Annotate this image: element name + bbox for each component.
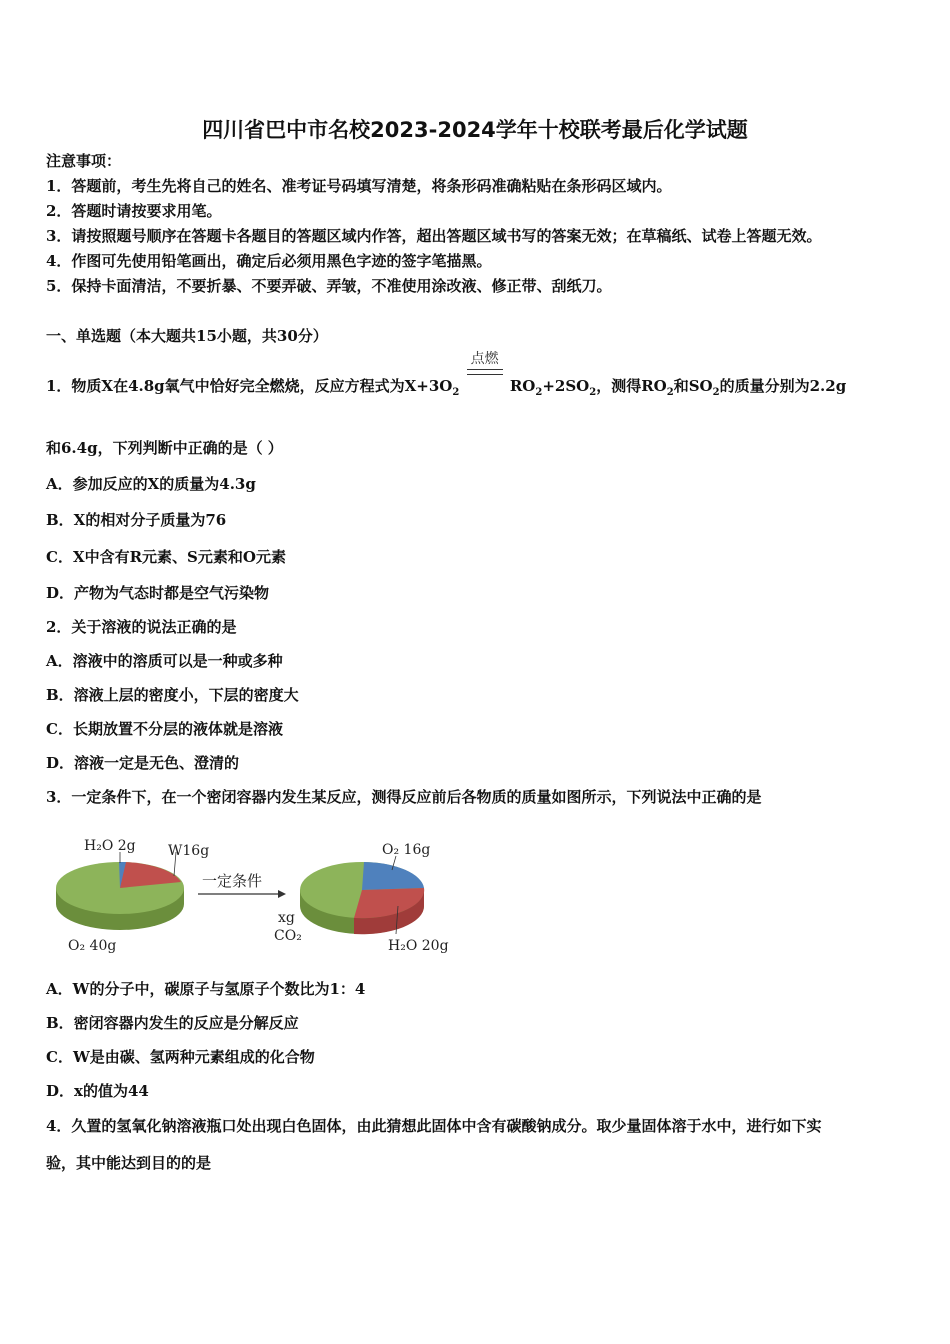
label-after-o2: O₂ 16g <box>382 842 431 858</box>
option: A．W的分子中，碳原子与氢原子个数比为1：4 <box>46 980 366 998</box>
pie-before <box>56 838 209 954</box>
notice-item: 5．保持卡面清洁，不要折暴、不要弄破、弄皱，不准使用涂改液、修正带、刮纸刀。 <box>46 277 612 295</box>
question-2-stem: 2．关于溶液的说法正确的是 <box>46 618 237 636</box>
mass-pie-figure <box>46 830 466 960</box>
notice-item: 1．答题前，考生先将自己的姓名、准考证号码填写清楚，将条形码准确粘贴在条形码区域内。 <box>46 177 672 195</box>
question-1-stem-cont: 和6.4g，下列判断中正确的是（ ） <box>46 439 283 457</box>
arrow-label: 一定条件 <box>202 872 263 890</box>
label-after-co2: CO₂ <box>274 928 302 944</box>
option: A．溶液中的溶质可以是一种或多种 <box>46 652 283 670</box>
option: B．X的相对分子质量为76 <box>46 511 227 529</box>
question-3-stem: 3．一定条件下，在一个密闭容器内发生某反应，测得反应前后各物质的质量如图所示，下列说法中正确的是 <box>46 788 762 806</box>
option: C．长期放置不分层的液体就是溶液 <box>46 720 283 738</box>
label-after-xg: xg <box>278 910 295 926</box>
question-1-stem: 1．物质X在4.8g氧气中恰好完全燃烧，反应方程式为$X+3O_2$ 点燃 $RO_2+2SO_2$，测得$RO_2$和$SO_2$的质量分别为2.2g <box>46 351 847 398</box>
label-before-w: W16g <box>168 843 210 859</box>
notice-heading: 注意事项： <box>46 152 122 170</box>
pie-after <box>274 842 449 954</box>
reaction-condition: 点燃 <box>465 377 505 397</box>
reaction-arrow <box>198 872 286 898</box>
option: A．参加反应的X的质量为4.3g <box>46 475 256 493</box>
option: B．溶液上层的密度小，下层的密度大 <box>46 686 299 704</box>
option: C．X中含有R元素、S元素和O元素 <box>46 548 286 566</box>
notice-item: 3．请按照题号顺序在答题卡各题目的答题区域内作答，超出答题区域书写的答案无效；在草稿纸、试卷上答题无效。 <box>46 227 822 245</box>
page-title: 四川省巴中市名校2023-2024学年十校联考最后化学试题 <box>202 118 748 142</box>
question-4-stem-cont: 验，其中能达到目的的是 <box>46 1154 212 1172</box>
section-heading: 一、单选题（本大题共15小题，共30分） <box>46 327 328 345</box>
option: D．x的值为44 <box>46 1082 149 1100</box>
notice-item: 4．作图可先使用铅笔画出，确定后必须用黑色字迹的签字笔描黑。 <box>46 252 492 270</box>
label-after-h2o: H₂O 20g <box>388 938 449 954</box>
option: B．密闭容器内发生的反应是分解反应 <box>46 1014 299 1032</box>
notice-item: 2．答题时请按要求用笔。 <box>46 202 222 220</box>
option: D．产物为气态时都是空气污染物 <box>46 584 270 602</box>
label-before-h2o: H₂O 2g <box>84 838 136 854</box>
option: C．W是由碳、氢两种元素组成的化合物 <box>46 1048 315 1066</box>
option: D．溶液一定是无色、澄清的 <box>46 754 240 772</box>
question-4-stem: 4．久置的氢氧化钠溶液瓶口处出现白色固体，由此猜想此固体中含有碳酸钠成分。取少量固体溶于水中，进行如下实 <box>46 1117 822 1135</box>
label-before-o2: O₂ 40g <box>68 938 117 954</box>
